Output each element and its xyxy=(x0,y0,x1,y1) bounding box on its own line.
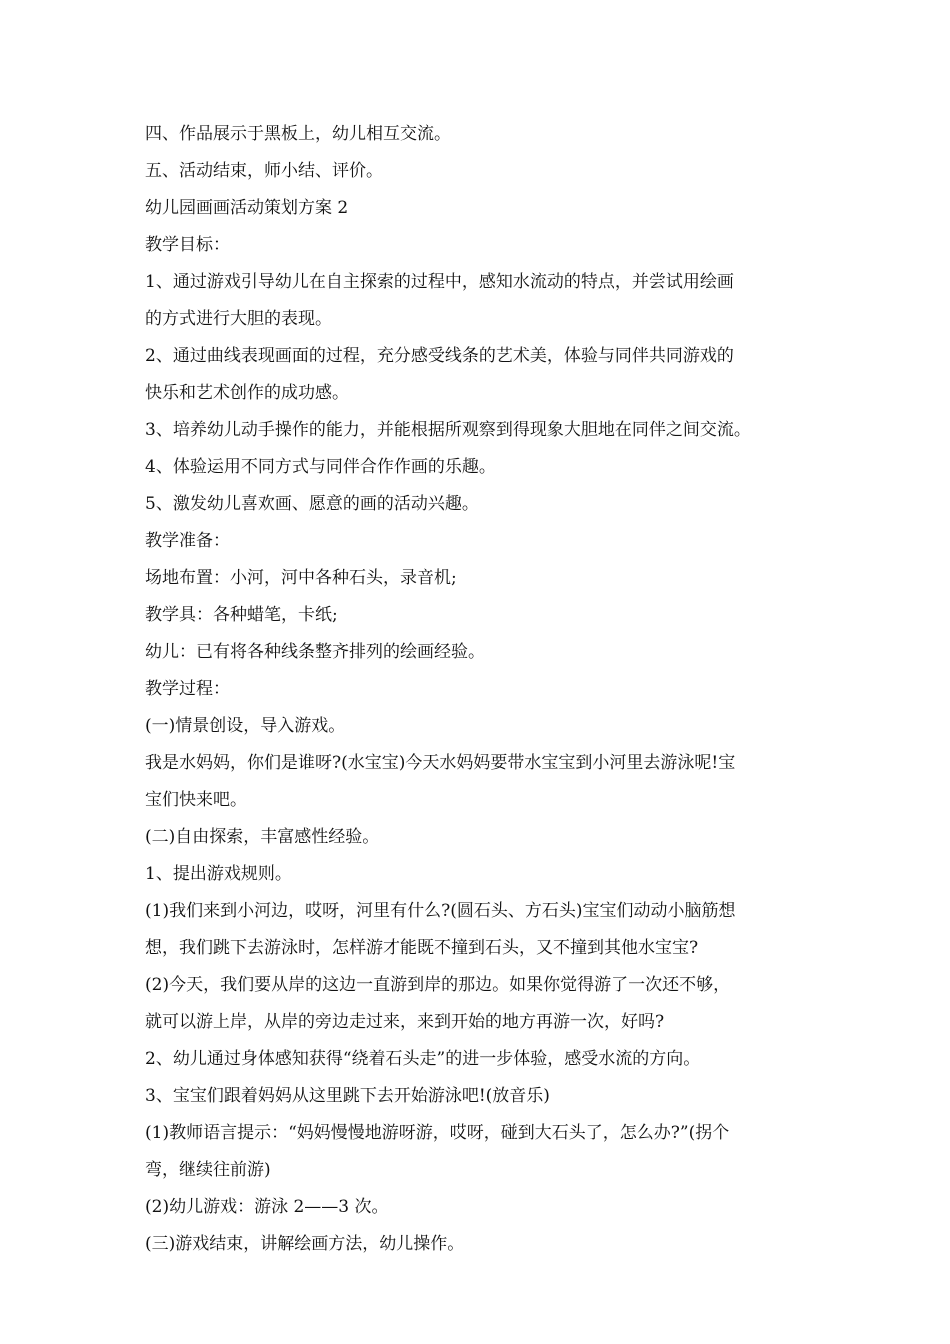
text-line: (二)自由探索，丰富感性经验。 xyxy=(145,827,380,847)
text-line: 2、通过曲线表现画面的过程，充分感受线条的艺术美，体验与同伴共同游戏的 xyxy=(145,346,734,366)
text-line: 的方式进行大胆的表现。 xyxy=(145,309,332,329)
section-heading: 幼儿园画画活动策划方案 2 xyxy=(145,198,349,218)
subheading-preparation: 教学准备： xyxy=(145,531,230,551)
text-line: 3、宝宝们跟着妈妈从这里跳下去开始游泳吧!(放音乐) xyxy=(145,1086,550,1106)
text-line: 场地布置：小河，河中各种石头，录音机; xyxy=(145,568,457,588)
subheading-goals: 教学目标： xyxy=(145,235,230,255)
text-line: 快乐和艺术创作的成功感。 xyxy=(145,383,349,403)
text-line: 5、激发幼儿喜欢画、愿意的画的活动兴趣。 xyxy=(145,494,479,514)
text-line: (2)今天，我们要从岸的这边一直游到岸的那边。如果你觉得游了一次还不够， xyxy=(145,975,731,995)
subheading-process: 教学过程： xyxy=(145,679,230,699)
document-body xyxy=(145,116,825,1263)
text-line: 幼儿：已有将各种线条整齐排列的绘画经验。 xyxy=(145,642,485,662)
text-line: 就可以游上岸，从岸的旁边走过来，来到开始的地方再游一次，好吗? xyxy=(145,1012,665,1032)
text-line: 四、作品展示于黑板上，幼儿相互交流。 xyxy=(145,124,451,144)
text-line: (2)幼儿游戏：游泳 2——3 次。 xyxy=(145,1197,389,1217)
text-line: 2、幼儿通过身体感知获得“绕着石头走”的进一步体验，感受水流的方向。 xyxy=(145,1049,701,1069)
text-line: 4、体验运用不同方式与同伴合作作画的乐趣。 xyxy=(145,457,496,477)
text-line: 教学具：各种蜡笔，卡纸; xyxy=(145,605,338,625)
text-line: 弯，继续往前游) xyxy=(145,1160,271,1180)
text-line: (1)我们来到小河边，哎呀，河里有什么?(圆石头、方石头)宝宝们动动小脑筋想 xyxy=(145,901,736,921)
text-line: (三)游戏结束，讲解绘画方法，幼儿操作。 xyxy=(145,1234,465,1254)
text-line: (一)情景创设，导入游戏。 xyxy=(145,716,346,736)
text-line: (1)教师语言提示：“妈妈慢慢地游呀游，哎呀，碰到大石头了，怎么办?”(拐个 xyxy=(145,1123,730,1143)
text-line: 五、活动结束，师小结、评价。 xyxy=(145,161,383,181)
text-line: 宝们快来吧。 xyxy=(145,790,247,810)
text-line: 3、培养幼儿动手操作的能力，并能根据所观察到得现象大胆地在同伴之间交流。 xyxy=(145,420,751,440)
text-line: 1、提出游戏规则。 xyxy=(145,864,292,884)
text-line: 1、通过游戏引导幼儿在自主探索的过程中，感知水流动的特点，并尝试用绘画 xyxy=(145,272,734,292)
text-line: 我是水妈妈，你们是谁呀?(水宝宝)今天水妈妈要带水宝宝到小河里去游泳呢!宝 xyxy=(145,753,736,773)
text-line: 想，我们跳下去游泳时，怎样游才能既不撞到石头，又不撞到其他水宝宝? xyxy=(145,938,699,958)
